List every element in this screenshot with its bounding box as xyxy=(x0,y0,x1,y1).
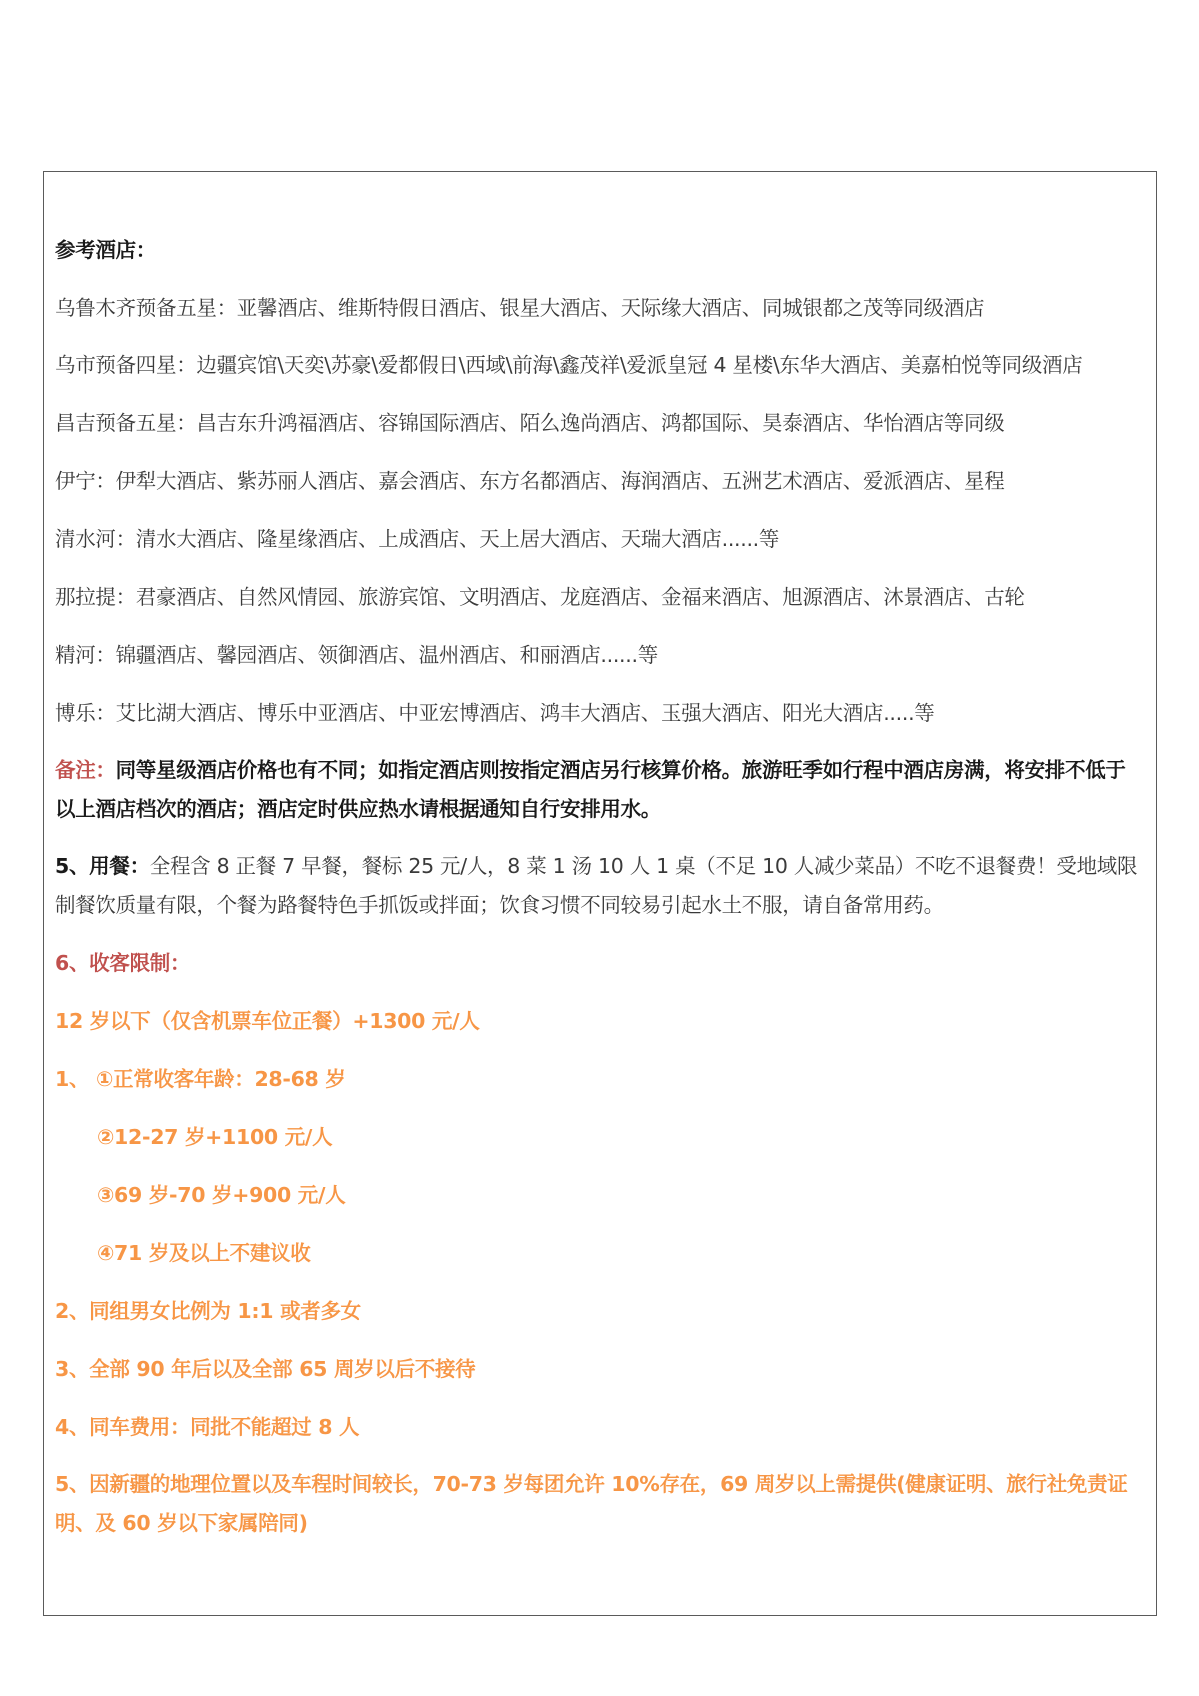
hotel-line-urumqi-4star: 乌市预备四星：边疆宾馆\天奕\苏豪\爱都假日\西域\前海\鑫茂祥\爱派皇冠 4 星楼\东华大酒店、美嘉柏悦等同级酒店 xyxy=(55,353,1083,377)
same-vehicle-rule: 4、同车费用：同批不能超过 8 人 xyxy=(55,1415,360,1439)
age-rule-3: ③69 岁-70 岁+900 元/人 xyxy=(97,1183,346,1207)
remark-label: 备注： xyxy=(55,758,116,782)
remark-text: 同等星级酒店价格也有不同；如指定酒店则按指定酒店另行核算价格。旅游旺季如行程中酒店房满，将安排不低于以上酒店档次的酒店；酒店定时供应热水请根据通知自行安排用水。 xyxy=(55,758,1126,821)
elderly-rule: 5、因新疆的地理位置以及车程时间较长，70-73 岁每团允许 10%存在，69 周岁以上需提供(健康证明、旅行社免责证明、及 60 岁以下家属陪同) xyxy=(55,1472,1128,1535)
limits-title: 6、收客限制： xyxy=(55,951,191,975)
age-rule-1: 1、 ①正常收客年龄：28-68 岁 xyxy=(55,1067,346,1091)
remark-paragraph xyxy=(55,751,1145,829)
meals-text: 全程含 8 正餐 7 早餐，餐标 25 元/人，8 菜 1 汤 10 人 1 桌（不足 10 人减少菜品）不吃不退餐费！受地域限制餐饮质量有限，个餐为路餐特色手抓饭或拌面；饮食习惯不同较易引起水土不服，请自备常用药。 xyxy=(55,854,1138,917)
age-rule-2: ②12-27 岁+1100 元/人 xyxy=(97,1125,333,1149)
document-body xyxy=(55,230,1145,1561)
hotel-line-qingshuihe: 清水河：清水大酒店、隆星缘酒店、上成酒店、天上居大酒店、天瑞大酒店......等 xyxy=(55,527,780,551)
hotel-line-changji: 昌吉预备五星：昌吉东升鸿福酒店、容锦国际酒店、陌么逸尚酒店、鸿都国际、昊泰酒店、华怡酒店等同级 xyxy=(55,411,1005,435)
hotel-line-yining: 伊宁：伊犁大酒店、紫苏丽人酒店、嘉会酒店、东方名都酒店、海润酒店、五洲艺术酒店、爱派酒店、星程 xyxy=(55,469,1005,493)
birth-year-rule: 3、全部 90 年后以及全部 65 周岁以后不接待 xyxy=(55,1357,476,1381)
hotels-section-title: 参考酒店： xyxy=(55,238,156,262)
age-rule-4: ④71 岁及以上不建议收 xyxy=(97,1241,311,1265)
gender-ratio-rule: 2、同组男女比例为 1:1 或者多女 xyxy=(55,1299,361,1323)
hotel-line-bole: 博乐：艾比湖大酒店、博乐中亚酒店、中亚宏博酒店、鸿丰大酒店、玉强大酒店、阳光大酒店.....等 xyxy=(55,701,935,725)
hotel-line-jinghe: 精河：锦疆酒店、馨园酒店、领御酒店、温州酒店、和丽酒店......等 xyxy=(55,643,658,667)
hotel-line-urumqi-5star: 乌鲁木齐预备五星：亚馨酒店、维斯特假日酒店、银星大酒店、天际缘大酒店、同城银都之茂等同级酒店 xyxy=(55,296,985,320)
meals-paragraph xyxy=(55,847,1145,925)
meals-label: 5、用餐： xyxy=(55,854,150,878)
child-price: 12 岁以下（仅含机票车位正餐）+1300 元/人 xyxy=(55,1009,480,1033)
hotel-line-nalati: 那拉提：君豪酒店、自然风情园、旅游宾馆、文明酒店、龙庭酒店、金福来酒店、旭源酒店、沐景酒店、古轮 xyxy=(55,585,1025,609)
